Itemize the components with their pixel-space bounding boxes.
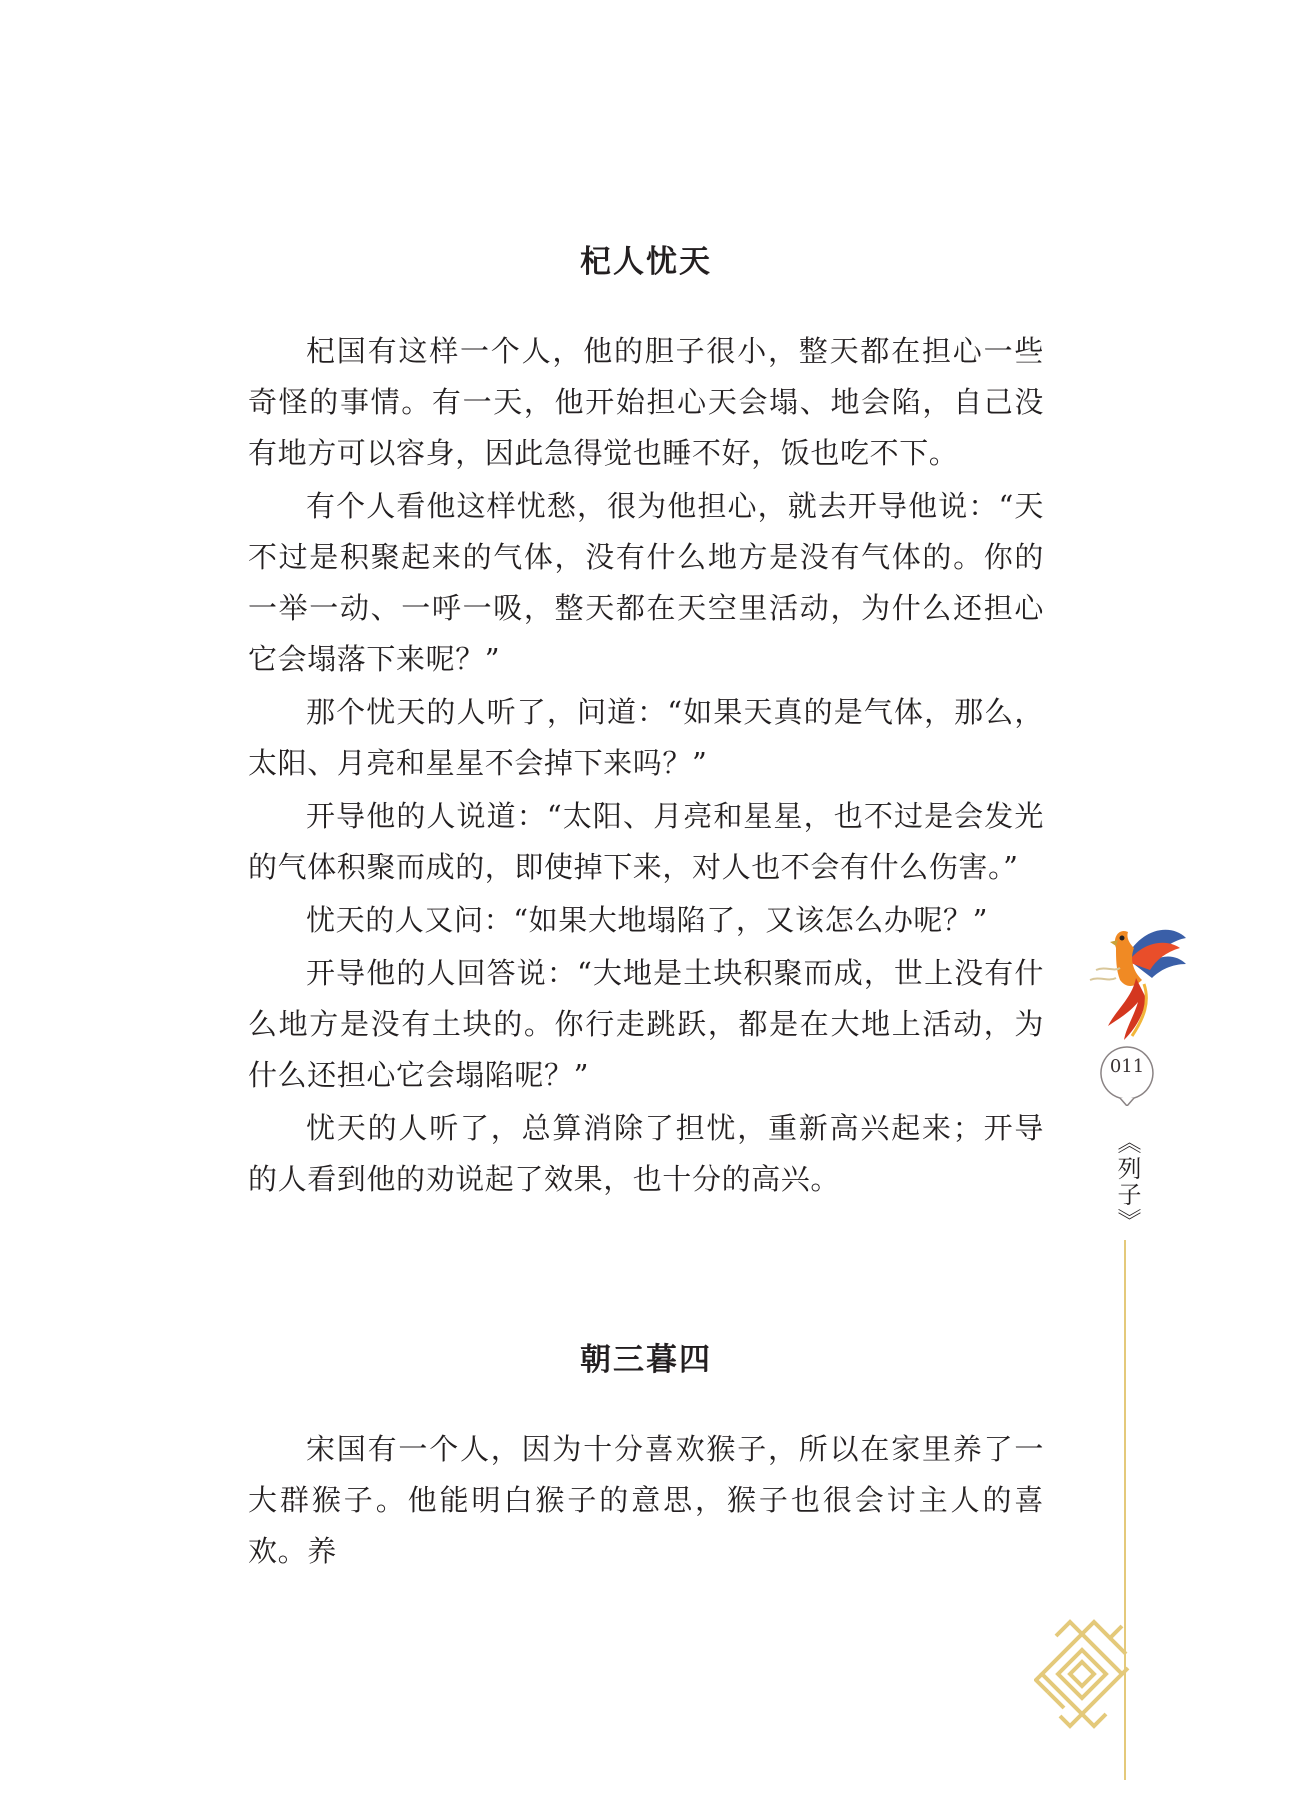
paragraph: 忧天的人又问：“如果大地塌陷了，又该怎么办呢？” [306,903,989,937]
paragraph: 杞国有这样一个人，他的胆子很小，整天都在担心一些奇怪的事情。有一天，他开始担心天会塌、地会陷，自己没有地方可以容身，因此急得觉也睡不好，饭也吃不下。 [248,334,1044,470]
story-body-2 [248,1424,1044,1577]
endless-knot-icon [1034,1576,1132,1746]
paragraph: 开导他的人说道：“太阳、月亮和星星，也不过是会发光的气体积聚而成的，即使掉下来，对人也不会有什么伤害。” [248,799,1044,884]
paragraph: 那个忧天的人听了，问道：“如果天真的是气体，那么，太阳、月亮和星星不会掉下来吗？” [248,695,1044,780]
story-title-2: 朝三暮四 [580,1342,712,1378]
page-number: 011 [1109,1056,1145,1077]
book-name: 《列子》 [1113,1130,1141,1234]
story-body-1 [248,326,1044,1205]
paragraph: 忧天的人听了，总算消除了担忧，重新高兴起来；开导的人看到他的劝说起了效果，也十分的高兴。 [248,1111,1044,1196]
paragraph: 有个人看他这样忧愁，很为他担心，就去开导他说：“天不过是积聚起来的气体，没有什么地方是没有气体的。你的一举一动、一呼一吸，整天都在天空里活动，为什么还担心它会塌落下来呢？” [248,489,1044,676]
paragraph: 宋国有一个人，因为十分喜欢猴子，所以在家里养了一大群猴子。他能明白猴子的意思，猴子也很会讨主人的喜欢。养 [248,1432,1044,1568]
paragraph: 开导他的人回答说：“大地是土块积聚而成，世上没有什么地方是没有土块的。你行走跳跃，都是在大地上活动，为什么还担心它会塌陷呢？” [248,956,1044,1092]
story-title-1: 杞人忧天 [580,244,712,280]
phoenix-icon [1086,918,1190,1042]
